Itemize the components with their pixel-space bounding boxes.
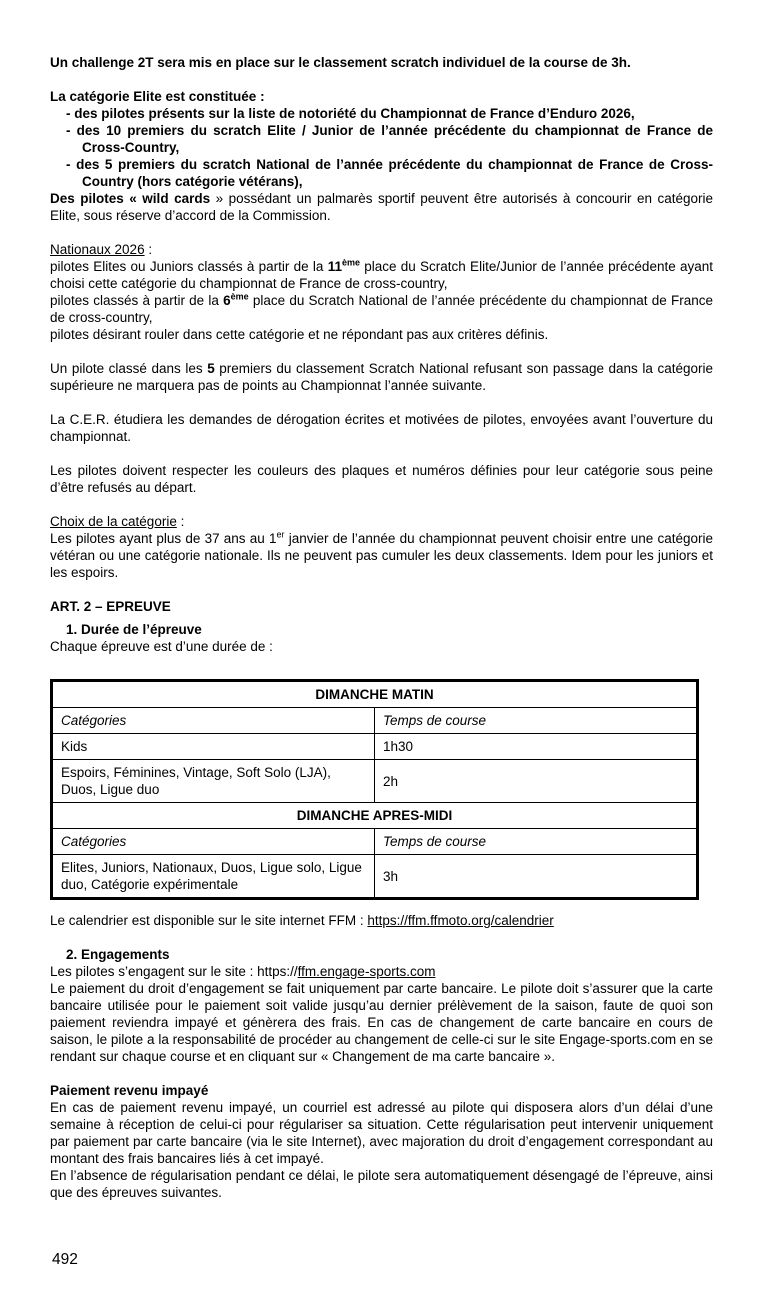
bullet-dash: - [66,106,75,121]
text-segment: Un pilote classé dans les [50,361,208,376]
paiement-engagement-paragraph [50,980,713,1065]
bullet-text: des 5 premiers du scratch National de l’année précédente du championnat de France de Cross-Country (hors catégorie vétérans), [76,157,713,189]
table-row [52,760,698,803]
text-segment: 1. Durée de l’épreuve [66,622,202,637]
text-segment: : [176,514,185,529]
text-segment: La catégorie Elite est constituée : [50,89,265,104]
document-content [50,54,713,1201]
table-section-header: DIMANCHE MATIN [52,681,698,708]
nationaux-scratch-national [50,292,713,326]
text-segment: ème [341,257,360,268]
spacer [50,1065,713,1082]
choix-categorie-heading [50,513,713,530]
text-segment: Le paiement du droit d’engagement se fait uniquement par carte bancaire. Le pilote doit s’assurer que la carte bancaire utilisée pour le paiement soit valide jusqu’au dernier prélèvement de la saison, faute de quoi son paiement reviendra impayé et génèrera des frais. En cas de changement de carte bancaire en cours de saison, le pilote a la responsabilité de procéder au changement de celle-ci sur le site Engage-sports.com en se rendant sur chaque course et en cliquant sur « Changement de ma carte bancaire ». [50,981,713,1064]
refus-passage-paragraph [50,360,713,394]
text-segment: er [276,529,285,540]
text-segment: pilotes désirant rouler dans cette catégorie et ne répondant pas aux critères définis. [50,327,549,342]
nationaux-elites-juniors [50,258,713,292]
time-cell: 3h [375,855,698,899]
art-2-heading [50,598,713,615]
bullet-dash: - [66,123,77,138]
page-number: 492 [52,1251,78,1268]
spacer [50,71,713,88]
impaye-paragraphe [50,1099,713,1167]
spacer [50,900,713,912]
spacer [50,394,713,411]
duration-table [50,679,699,900]
text-segment: Les pilotes ayant plus de 37 ans au 1 [50,531,277,546]
bullet-item [50,122,713,156]
bullet-text: des pilotes présents sur la liste de notoriété du Championnat de France d’Enduro 2026, [74,106,635,121]
text-segment: Les pilotes s’engagent sur le site : https:// [50,964,298,979]
text-segment: pilotes Elites ou Juniors classés à partir de la [50,259,328,274]
spacer [50,929,713,946]
text-segment: 6 [223,293,231,308]
choix-categorie-texte [50,530,713,581]
category-cell: Catégories [52,829,375,855]
text-segment: Paiement revenu impayé [50,1083,209,1098]
spacer [50,224,713,241]
text-segment: Choix de la catégorie [50,514,177,529]
time-cell: 2h [375,760,698,803]
nationaux-2026-heading [50,241,713,258]
text-segment: janvier de l’année du championnat peuvent choisir entre une catégorie vétéran ou une catégorie nationale. Ils ne peuvent pas cumuler les deux classements. Idem pour les juniors et les espoirs. [50,531,713,580]
spacer [50,343,713,360]
bullet-text: des 10 premiers du scratch Elite / Junior de l’année précédente du championnat de France de Cross-Country, [76,123,714,155]
category-cell: Elites, Juniors, Nationaux, Duos, Ligue solo, Ligue duo, Catégorie expérimentale [52,855,375,899]
cer-derogations-paragraph [50,411,713,445]
engagements-heading [50,946,713,963]
category-cell: Kids [52,734,375,760]
spacer [50,581,713,598]
elite-constitution-intro [50,88,713,105]
text-segment: En l’absence de régularisation pendant ce délai, le pilote sera automatiquement désengagé de l’épreuve, ainsi que des épreuves suivantes. [50,1168,713,1200]
duree-epreuve-heading [50,621,713,638]
text-segment: : [144,242,153,257]
table-row [52,681,698,708]
text-segment: La C.E.R. étudiera les demandes de dérogation écrites et motivées de pilotes, envoyées avant l’ouverture du championnat. [50,412,713,444]
spacer [50,655,713,679]
text-segment: 11 [327,259,342,274]
paiement-impaye-heading [50,1082,713,1099]
text-segment: premiers du classement Scratch National refusant son passage dans la catégorie supérieure ne marquera pas de points au Championnat l’année suivante. [50,361,713,393]
text-segment: pilotes classés à partir de la [50,293,224,308]
text-segment: ème [230,291,249,302]
calendrier-link[interactable]: https://ffm.ffmoto.org/calendrier [367,913,554,928]
text-segment: Chaque épreuve est d’une durée de : [50,639,273,654]
table-row [52,855,698,899]
category-cell: Espoirs, Féminines, Vintage, Soft Solo (LJA), Duos, Ligue duo [52,760,375,803]
engage-sports-link[interactable]: ffm.engage-sports.com [297,964,436,979]
absence-regularisation-paragraphe [50,1167,713,1201]
category-cell: Catégories [52,708,375,734]
text-segment: place du Scratch Elite/Junior de l’année précédente ayant choisi cette catégorie du championnat de France de cross-country, [50,259,713,291]
bullet-item [50,105,713,122]
text-segment: » possédant un palmarès sportif peuvent être autorisés à concourir en catégorie Elite, sous réserve d’accord de la Commission. [50,191,714,223]
table-row [52,829,698,855]
elite-criteria-list [50,105,713,190]
time-cell: 1h30 [375,734,698,760]
table-row [52,734,698,760]
time-cell: Temps de course [375,829,698,855]
calendrier-line [50,912,713,929]
table-row [52,803,698,829]
wild-cards-paragraph [50,190,713,224]
table-section-header: DIMANCHE APRES-MIDI [52,803,698,829]
challenge-2t-paragraph [50,54,713,71]
text-segment: Le calendrier est disponible sur le site internet FFM : [50,913,368,928]
couleurs-plaques-paragraph [50,462,713,496]
nationaux-autres-pilotes [50,326,713,343]
bullet-item [50,156,713,190]
bullet-dash: - [66,157,77,172]
text-segment: Nationaux 2026 [50,242,145,257]
text-segment: Un challenge 2T sera mis en place sur le classement scratch individuel de la course de 3h. [50,55,631,70]
text-segment: Des pilotes « wild cards [50,191,211,206]
text-segment: 2. Engagements [66,947,170,962]
text-segment: place du Scratch National de l’année précédente du championnat de France de cross-country, [50,293,713,325]
duree-intro [50,638,713,655]
table-row [52,708,698,734]
spacer [50,445,713,462]
text-segment: En cas de paiement revenu impayé, un courriel est adressé au pilote qui disposera alors d’un délai d’une semaine à réception de celui-ci pour régulariser sa situation. Cette régularisation peut intervenir uniquement par paiement par carte bancaire (via le site Internet), avec majoration du droit d’engagement correspondant au montant des frais bancaires liés à cet impayé. [50,1100,713,1166]
text-segment: Les pilotes doivent respecter les couleurs des plaques et numéros définies pour leur catégorie sous peine d’être refusés au départ. [50,463,713,495]
text-segment: ART. 2 – EPREUVE [50,599,171,614]
spacer [50,496,713,513]
text-segment: 5 [207,361,215,376]
time-cell: Temps de course [375,708,698,734]
engagement-site-line [50,963,713,980]
